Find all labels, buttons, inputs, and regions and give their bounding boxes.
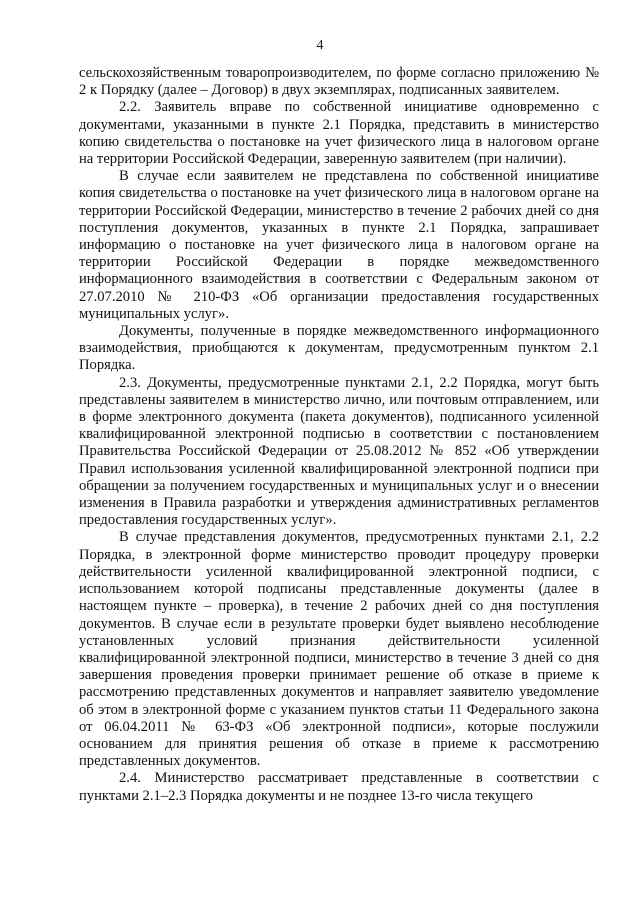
paragraph-2-2: 2.2. Заявитель вправе по собственной инициативе одновременно с документами, указанными в пункте 2.1 Порядка, представить в министерство копию свидетельства о постановке на учет физического лица в налоговом органе на территории Российской Федерации, заверенную заявителем (при наличии). [79,99,599,168]
document-body [79,65,599,805]
paragraph-2-4: 2.4. Министерство рассматривает представленные в соответствии с пунктами 2.1–2.3 Порядка документы и не позднее 13-го числа текущего [79,770,599,804]
paragraph-2-3: 2.3. Документы, предусмотренные пунктами 2.1, 2.2 Порядка, могут быть представлены заявителем в министерство лично, или почтовым отправлением, или в форме электронного документа (пакета документов), подписанного усиленной квалифицированной электронной подписью в соответствии с постановлением Правительства Российской Федерации от 25.08.2012 № 852 «Об утверждении Правил использования усиленной квалифицированной электронной подписи при обращении за получением государственных и муниципальных услуг и о внесении изменения в Правила разработки и утверждения административных регламентов предоставления государственных услуг». [79,374,599,529]
paragraph-documents-attached: Документы, полученные в порядке межведомственного информационного взаимодействия, приобщаются к документам, предусмотренным пунктом 2.1 Порядка. [79,323,599,374]
paragraph-signature-verification: В случае представления документов, предусмотренных пунктами 2.1, 2.2 Порядка, в электронной форме министерство проводит процедуру проверки действительности усиленной квалифицированной электронной подписи, с использованием которой подписаны представленные документы (далее в настоящем пункте – проверка), в течение 2 рабочих дней со дня поступления документов. В случае если в результате проверки будет выявлено несоблюдение установленных условий признания действительности усиленной квалифицированной электронной подписи, министерство в течение 3 дней со дня завершения проведения проверки принимает решение об отказе в приеме к рассмотрению представленных документов и направляет заявителю уведомление об этом в электронной форме с указанием пунктов статьи 11 Федерального закона от 06.04.2011 № 63-ФЗ «Об электронной подписи», которые послужили основанием для принятия решения об отказе в приеме к рассмотрению представленных документов. [79,529,599,770]
paragraph-tax-registration-request: В случае если заявителем не представлена по собственной инициативе копия свидетельства о постановке на учет физического лица в налоговом органе на территории Российской Федерации, министерство в течение 2 рабочих дней со дня поступления документов, указанных в пункте 2.1 Порядка, запрашивает информацию о постановке на учет физического лица в налоговом органе на территории Российской Федерации в порядке межведомственного информационного взаимодействия в соответствии с Федеральным законом от 27.07.2010 № 210-ФЗ «Об организации предоставления государственных муниципальных услуг». [79,168,599,322]
page-number: 4 [316,38,324,53]
paragraph-continuation: сельскохозяйственным товаропроизводителем, по форме согласно приложению № 2 к Порядку (далее – Договор) в двух экземплярах, подписанных заявителем. [79,65,599,99]
